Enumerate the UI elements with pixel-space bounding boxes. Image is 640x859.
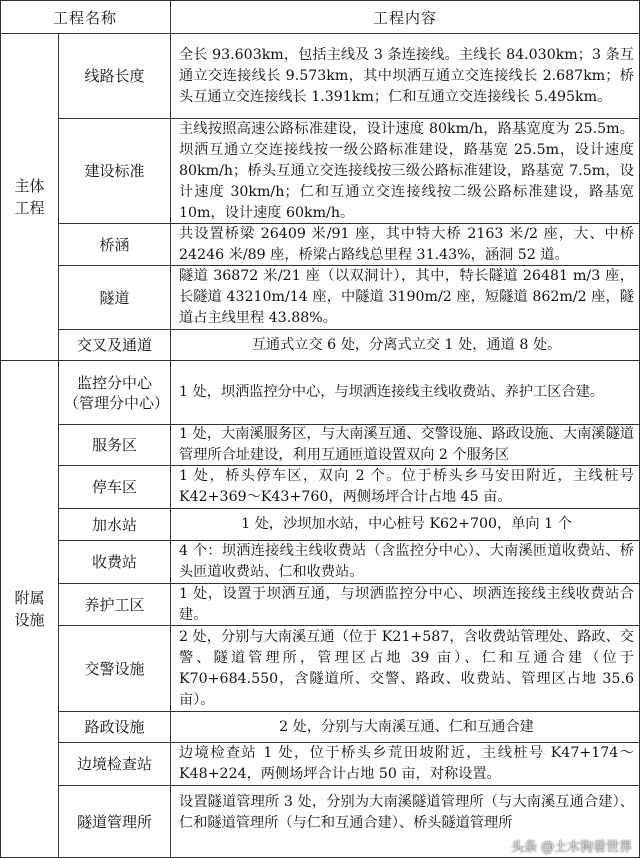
row-name: 路政设施 (84, 718, 145, 736)
row-content (171, 266, 639, 329)
row-content-text: 主线按照高速公路标准建设，设计速度 80km/h，路基宽度为 25.5m。坝洒互通立交连接线按一级公路标准建设，路基宽 25.5m，设计速度 80km/h；桥头互通立交连接线按三级公路标准建设，路基宽 7.5m，设计速度 30km/h；仁和互通立交连接线按二级公路标准建设，路基宽 10m，设计速度 60km/h。 (179, 120, 634, 221)
watermark-platform: 头条 (510, 840, 537, 855)
group-label: 主体 工程 (14, 177, 45, 217)
row-content (171, 34, 639, 118)
row-name: 隧道管理所 (76, 812, 152, 831)
row-content-text: 设置隧道管理所 3 处，分别为大南溪隧道管理所（与大南溪互通合建）、仁和隧道管理所（与仁和互通合建）、桥头隧道管理所 (179, 794, 634, 831)
row-name: 监控分中心（管理分中心） (64, 373, 170, 412)
row-name: 收费站 (91, 553, 137, 571)
row-content (171, 541, 639, 583)
row-content (171, 509, 639, 540)
row-name: 线路长度 (84, 67, 145, 85)
row-content-text: 1 处，坝洒监控分中心，与坝洒连接线主线收费站、养护工区合建。 (179, 384, 604, 400)
row-name: 隧道 (99, 288, 130, 307)
watermark-account: @土木狗看世界 (540, 840, 632, 855)
row-name: 交警设施 (84, 659, 145, 678)
row-name: 边境检查站 (76, 755, 152, 773)
row-content (171, 712, 639, 742)
row-content-text: 4 个：坝洒连接线主线收费站（含监控分中心）、大南溪匝道收费站、桥头匝道收费站、仁和收费站。 (179, 543, 634, 580)
row-name: 桥涵 (99, 235, 130, 254)
row-content-text: 2 处，分别与大南溪互通（位于 K21+587，含收费站管理处、路政、交警、隧道管理所，管理区占地 39 亩）、仁和互通合建（位于 K70+684.550，含隧道所、交警、路政、收费站、管理区占地 35.6 亩）。 (179, 628, 634, 708)
row-content (171, 425, 639, 465)
row-content (171, 119, 639, 223)
row-content-text: 1 处，设置于坝洒互通，与坝洒监控分中心、坝洒连接线主线收费站合建。 (179, 585, 634, 623)
row-content-text: 1 处，沙坝加水站，中心桩号 K62+700，单向 1 个 (241, 516, 572, 532)
row-content (171, 224, 639, 265)
watermark (511, 836, 632, 855)
row-content-text: 1 处，大南溪服务区，与大南溪互通、交警设施、路政设施、大南溪隧道管理所合址建设，利用互通匝道设置双向 2 个服务区 (179, 426, 634, 463)
group-ancillary-facilities (1, 361, 58, 857)
group-label: 附属 设施 (14, 589, 45, 629)
row-content-text: 1 处，桥头停车区，双向 2 个。位于桥头乡马安田附近，主线桩号 K42+369～K43+760，两侧场坪合计占地 45 亩。 (179, 468, 634, 505)
row-name: 交叉及通道 (76, 336, 152, 354)
header-project-content: 工程内容 (372, 8, 437, 27)
row-content (171, 466, 639, 508)
row-content (171, 743, 639, 785)
row-content-text: 2 处，分别与大南溪互通、仁和互通合建 (279, 718, 534, 735)
row-content-text: 全长 93.603km，包括主线及 3 条连接线。主线长 84.030km；3 条互通立交连接线长 9.573km，其中坝洒互通立交连接线长 2.687km；桥头互通立交连接线长 1.391km；仁和互通立交连接线长 5.495km。 (179, 46, 634, 105)
row-content (171, 330, 639, 360)
row-content (171, 584, 639, 625)
row-content-text: 隧道 36872 米/21 座（以双洞计），其中，特长隧道 26481 m/3 座，长隧道 43210m/14 座，中隧道 3190m/2 座，短隧道 862m/2 座，隧道占主线里程 43.88%。 (179, 268, 634, 326)
row-name: 服务区 (91, 436, 137, 454)
table-border-bottom (0, 857, 640, 858)
row-content-text: 共设置桥梁 26409 米/91 座，其中特大桥 2163 米/2 座，大、中桥 24246 米/89 座，桥梁占路线总里程 31.43%，涵洞 52 道。 (179, 225, 634, 263)
row-name: 加水站 (91, 515, 137, 534)
group-main-works (1, 34, 58, 360)
row-name: 建设标准 (84, 162, 145, 180)
row-name: 养护工区 (84, 595, 145, 614)
row-content-text: 互通式立交 6 处，分离式立交 1 处，通道 8 处。 (251, 336, 562, 353)
row-content (171, 361, 639, 424)
row-content (171, 626, 639, 711)
header-project-name: 工程名称 (52, 8, 117, 27)
row-content-text: 边境检查站 1 处，位于桥头乡荒田坡附近，主线桩号 K47+174～K48+224，两侧场坪合计占地 50 亩，对称设置。 (179, 745, 634, 782)
row-name: 停车区 (91, 478, 137, 496)
